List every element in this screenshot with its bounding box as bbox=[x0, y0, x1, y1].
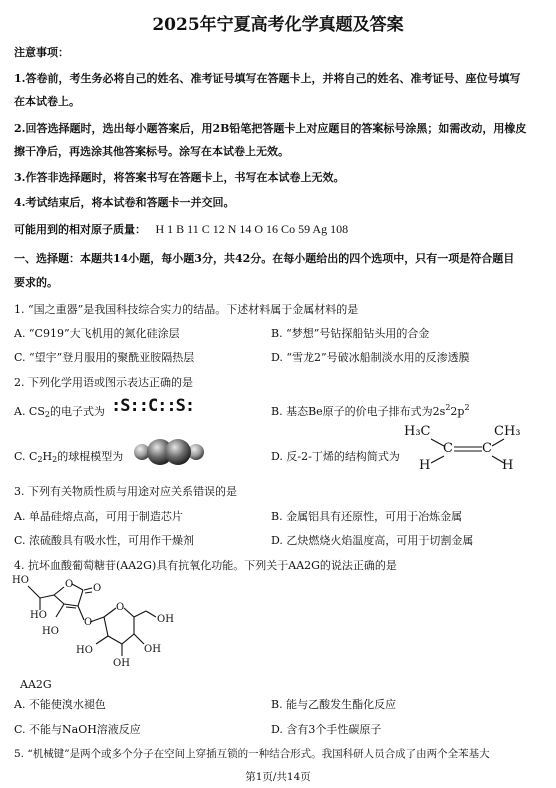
question-5-stem: 5. “机械键”是两个或多个分子在空间上穿插互锁的一种结合形式。我国科研人员合成了由两个全苯基大 bbox=[14, 748, 490, 760]
aa2g-label-ho-left: HO bbox=[30, 610, 47, 621]
aa2g-label-oh-bottom: OH bbox=[113, 658, 130, 669]
aa2g-label-oh-right: OH bbox=[157, 614, 174, 625]
c2h2-ball-stick-model bbox=[133, 436, 205, 468]
q2-b-mid: 2p bbox=[450, 405, 465, 418]
notice-item-3: 3.作答非选择题时，将答案书写在答题卡上，书写在本试卷上无效。 bbox=[14, 171, 345, 184]
hydrogen-right-label: H bbox=[502, 458, 514, 473]
question-4-stem: 4. 抗坏血酸葡萄糖苷(AA2G)具有抗氧化功能。下列关于AA2G的说法正确的是 bbox=[14, 559, 397, 572]
q2-b-sup2: 2 bbox=[464, 403, 470, 412]
aa2g-label-ho-low: HO bbox=[76, 645, 93, 656]
question-4-option-c: C. 不能与NaOH溶液反应 bbox=[14, 723, 141, 736]
section-1-line-1: 一、选择题：本题共14小题，每小题3分，共42分。在每小题给出的四个选项中，只有一项是符合题目 bbox=[14, 252, 515, 265]
page-footer: 第1页/共14页 bbox=[245, 771, 311, 783]
cs2-electron-formula: :S::C::S: bbox=[111, 396, 195, 416]
question-1-option-d: D. “雪龙2”号破冰船制淡水用的反渗透膜 bbox=[271, 351, 470, 364]
ch3-right-label: CH₃ bbox=[494, 424, 521, 439]
aa2g-structure bbox=[12, 574, 182, 678]
question-4-option-a: A. 不能使溴水褪色 bbox=[14, 698, 106, 711]
page-title: 2025年宁夏高考化学真题及答案 bbox=[152, 15, 404, 35]
notice-item-1-line-2: 在本试卷上。 bbox=[14, 95, 80, 108]
question-3-option-a: A. 单晶硅熔点高，可用于制造芯片 bbox=[14, 510, 183, 523]
question-3-option-b: B. 金属铝具有还原性，可用于冶炼金属 bbox=[271, 510, 463, 523]
question-1-stem: 1. “国之重器”是我国科技综合实力的结晶。下述材料属于金属材料的是 bbox=[14, 303, 359, 316]
aa2g-caption: AA2G bbox=[20, 678, 52, 691]
q2-c-sub2: 2 bbox=[52, 455, 58, 464]
question-3-option-d: D. 乙炔燃烧火焰温度高，可用于切割金属 bbox=[271, 534, 474, 547]
trans-2-butene-structure bbox=[404, 424, 534, 476]
question-1-option-b: B. “梦想”号钻探船钻头用的合金 bbox=[271, 327, 430, 340]
question-4-option-d: D. 含有3个手性碳原子 bbox=[271, 723, 382, 736]
question-1-option-a: A. “C919”大飞机用的氮化硅涂层 bbox=[14, 327, 180, 340]
q2-a-suffix: 的电子式为 bbox=[49, 405, 105, 418]
question-1-option-c: C. “望宇”登月服用的聚酰亚胺隔热层 bbox=[14, 351, 195, 364]
question-3-stem: 3. 下列有关物质性质与用途对应关系错误的是 bbox=[14, 485, 237, 498]
q2-b-prefix: B. 基态Be原子的价电子排布式为2s bbox=[271, 405, 446, 418]
notice-item-2-line-1: 2.回答选择题时，选出每小题答案后，用2B铅笔把答题卡上对应题目的答案标号涂黑；如需改动，用橡皮 bbox=[14, 122, 527, 135]
notice-heading: 注意事项： bbox=[14, 46, 69, 59]
q2-c-mid: H bbox=[42, 450, 53, 463]
aa2g-label-ho-mid: HO bbox=[42, 626, 59, 637]
alkene-carbon-left: C bbox=[443, 441, 453, 456]
aa2g-label-o-carbonyl: O bbox=[93, 583, 102, 594]
notice-item-2-line-2: 擦干净后，再选涂其他答案标号。涂写在本试卷上无效。 bbox=[14, 145, 289, 158]
question-2-stem: 2. 下列化学用语或图示表达正确的是 bbox=[14, 376, 193, 389]
question-3-option-c: C. 浓硫酸具有吸水性，可用作干燥剂 bbox=[14, 534, 195, 547]
q2-a-prefix: A. CS bbox=[14, 405, 45, 418]
q2-c-prefix: C. C bbox=[14, 450, 38, 463]
question-4-option-b: B. 能与乙酸发生酯化反应 bbox=[271, 698, 397, 711]
question-2-option-a bbox=[14, 403, 105, 419]
alkene-carbon-right: C bbox=[482, 441, 492, 456]
atomic-mass-line bbox=[14, 221, 348, 237]
aa2g-label-o-ring2: O bbox=[116, 602, 125, 613]
atomic-mass-values: H 1 B 11 C 12 N 14 O 16 Co 59 Ag 108 bbox=[155, 222, 349, 236]
q2-a-sub: 2 bbox=[44, 410, 50, 419]
question-2-option-d: D. 反-2-丁烯的结构简式为 bbox=[271, 450, 400, 463]
q2-c-suffix: 的球棍模型为 bbox=[57, 450, 124, 463]
atomic-mass-label: 可能用到的相对原子质量： bbox=[14, 223, 146, 236]
carbon-atom-right bbox=[165, 439, 191, 465]
aa2g-label-o-link: O bbox=[84, 617, 93, 628]
hydrogen-left-label: H bbox=[419, 458, 431, 473]
notice-item-1-line-1: 1.答卷前，考生务必将自己的姓名、准考证号填写在答题卡上，并将自己的姓名、准考证号、座位号填写 bbox=[14, 72, 521, 85]
aa2g-label-o-ring1: O bbox=[65, 579, 74, 590]
alkene-bonds bbox=[404, 424, 534, 476]
question-2-option-c bbox=[14, 448, 123, 464]
q2-b-sup1: 2 bbox=[445, 403, 451, 412]
question-2-option-b bbox=[271, 403, 470, 419]
notice-item-4: 4.考试结束后，将本试卷和答题卡一并交回。 bbox=[14, 196, 235, 209]
aa2g-label-ho-top: HO bbox=[12, 575, 29, 586]
aa2g-label-oh-low: OH bbox=[144, 644, 161, 655]
section-1-line-2: 要求的。 bbox=[14, 276, 58, 289]
q2-c-sub1: 2 bbox=[37, 455, 43, 464]
ch3-left-label: H₃C bbox=[404, 424, 431, 439]
